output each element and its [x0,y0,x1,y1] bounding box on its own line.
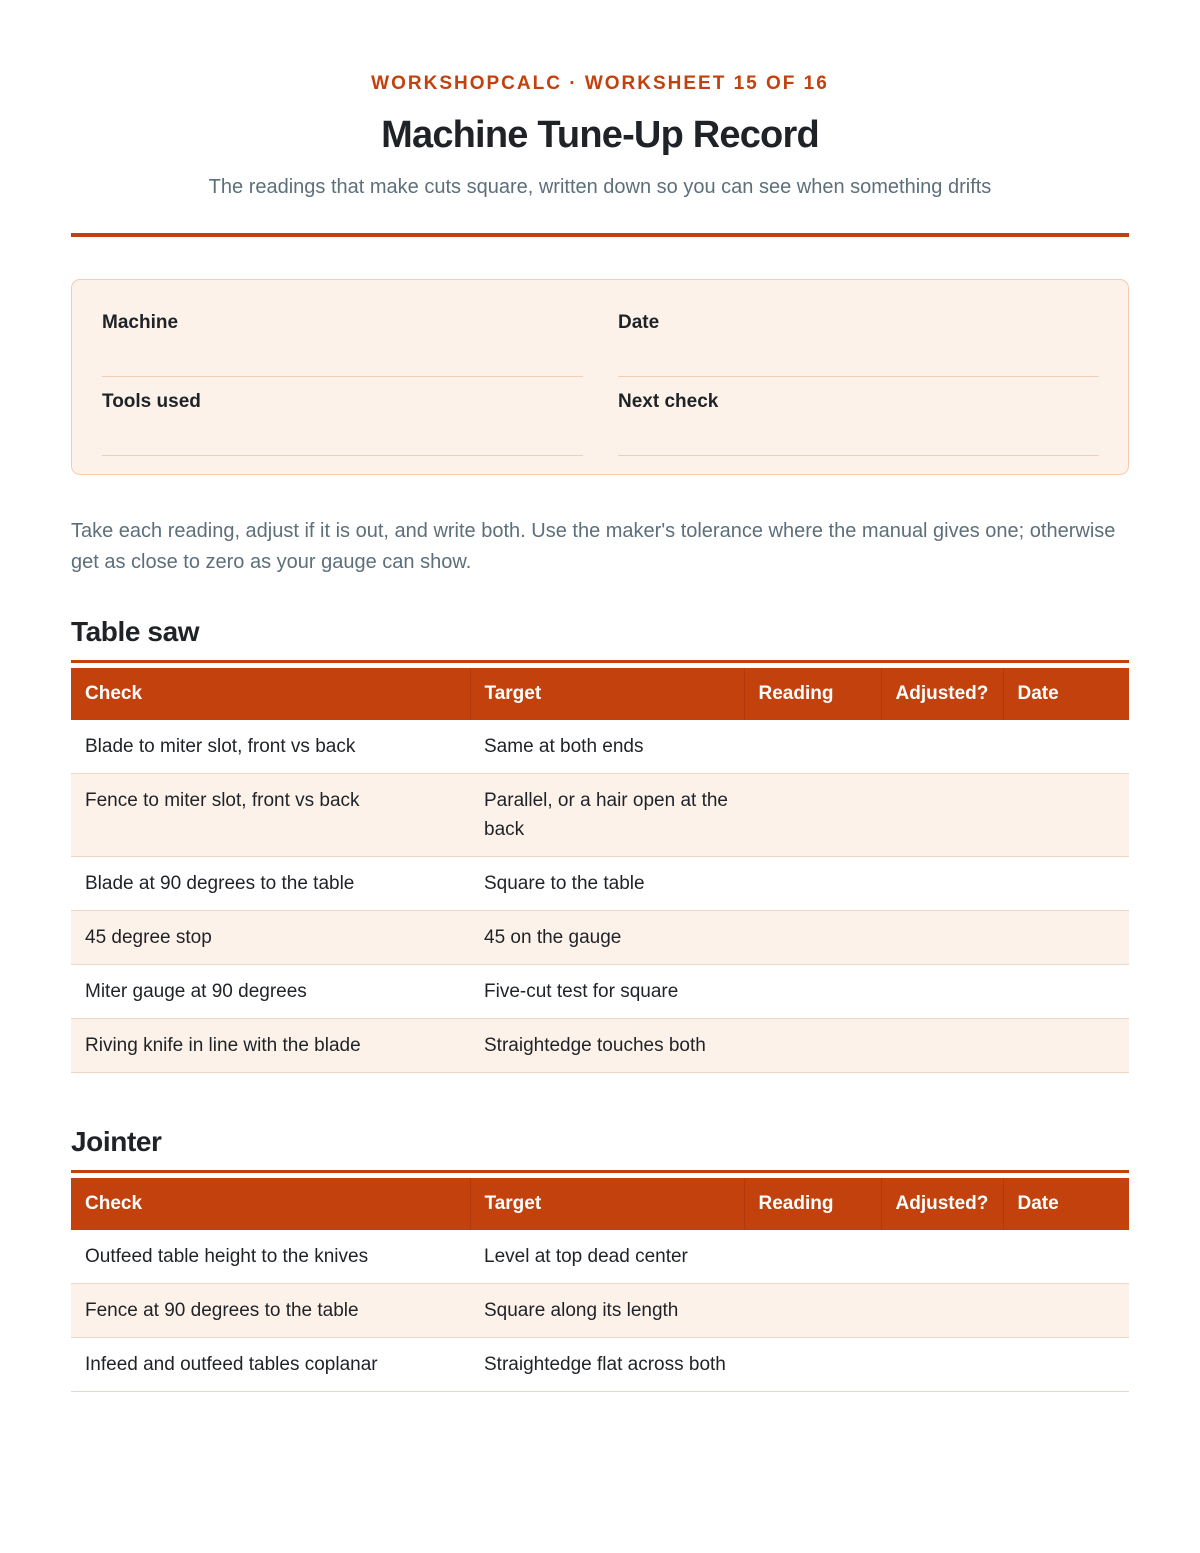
table-row [71,1019,1129,1073]
jointer-checks-table [71,1178,1129,1392]
date-cell[interactable] [1003,774,1129,857]
page-title: Machine Tune-Up Record [381,114,819,156]
target-cell: Same at both ends [470,720,744,774]
header-divider [71,233,1129,237]
reading-cell[interactable] [744,774,881,857]
section-title: Jointer [71,1126,162,1157]
table-header-row [71,668,1129,720]
column-header-date: Date [1003,1178,1129,1230]
date-label: Date [618,312,660,333]
table-row [71,965,1129,1019]
column-header-reading: Reading [744,1178,881,1230]
column-header-reading: Reading [744,668,881,720]
section-jointer [71,1126,1129,1392]
table-row [71,911,1129,965]
check-cell: Miter gauge at 90 degrees [71,965,470,1019]
column-header-check: Check [71,1178,470,1230]
adjusted-cell[interactable] [881,1338,1003,1392]
section-divider [71,1170,1129,1173]
column-header-check: Check [71,668,470,720]
date-field[interactable] [618,298,1099,377]
reading-cell[interactable] [744,1284,881,1338]
table-header-row [71,1178,1129,1230]
check-cell: Blade at 90 degrees to the table [71,857,470,911]
adjusted-cell[interactable] [881,1230,1003,1284]
table-row [71,1284,1129,1338]
instructions-paragraph: Take each reading, adjust if it is out, and write both. Use the maker's tolerance where the manual gives one; otherwise get as close to zero as your gauge can show. [71,520,1116,573]
table-row [71,1230,1129,1284]
adjusted-cell[interactable] [881,965,1003,1019]
adjusted-cell[interactable] [881,720,1003,774]
date-cell[interactable] [1003,1338,1129,1392]
worksheet-eyebrow: WORKSHOPCALC · WORKSHEET 15 OF 16 [371,73,829,94]
reading-cell[interactable] [744,857,881,911]
reading-cell[interactable] [744,1019,881,1073]
date-cell[interactable] [1003,1284,1129,1338]
tools-used-field[interactable] [102,377,583,456]
target-cell: Straightedge flat across both [470,1338,744,1392]
date-cell[interactable] [1003,1019,1129,1073]
table-row [71,857,1129,911]
target-cell: Five-cut test for square [470,965,744,1019]
reading-cell[interactable] [744,911,881,965]
adjusted-cell[interactable] [881,911,1003,965]
check-cell: Infeed and outfeed tables coplanar [71,1338,470,1392]
target-cell: Parallel, or a hair open at the back [470,774,744,857]
table-saw-checks-table [71,668,1129,1073]
machine-label: Machine [102,312,179,333]
next-check-label: Next check [618,391,719,412]
check-cell: Blade to miter slot, front vs back [71,720,470,774]
target-cell: Square to the table [470,857,744,911]
check-cell: Outfeed table height to the knives [71,1230,470,1284]
adjusted-cell[interactable] [881,857,1003,911]
adjusted-cell[interactable] [881,774,1003,857]
target-cell: Straightedge touches both [470,1019,744,1073]
column-header-adjusted: Adjusted? [881,668,1003,720]
reading-cell[interactable] [744,965,881,1019]
table-row [71,720,1129,774]
check-cell: Riving knife in line with the blade [71,1019,470,1073]
page-subtitle: The readings that make cuts square, written down so you can see when something drifts [208,176,992,198]
target-cell: Square along its length [470,1284,744,1338]
column-header-date: Date [1003,668,1129,720]
adjusted-cell[interactable] [881,1284,1003,1338]
record-info-panel [71,279,1129,475]
column-header-target: Target [470,1178,744,1230]
reading-cell[interactable] [744,720,881,774]
check-cell: Fence to miter slot, front vs back [71,774,470,857]
section-table-saw [71,616,1129,1073]
date-cell[interactable] [1003,857,1129,911]
column-header-adjusted: Adjusted? [881,1178,1003,1230]
date-cell[interactable] [1003,911,1129,965]
date-cell[interactable] [1003,1230,1129,1284]
check-cell: Fence at 90 degrees to the table [71,1284,470,1338]
section-divider [71,660,1129,663]
target-cell: Level at top dead center [470,1230,744,1284]
reading-cell[interactable] [744,1230,881,1284]
reading-cell[interactable] [744,1338,881,1392]
table-row [71,774,1129,857]
target-cell: 45 on the gauge [470,911,744,965]
date-cell[interactable] [1003,965,1129,1019]
table-row [71,1338,1129,1392]
column-header-target: Target [470,668,744,720]
date-cell[interactable] [1003,720,1129,774]
machine-field[interactable] [102,298,583,377]
section-title: Table saw [71,616,200,647]
check-cell: 45 degree stop [71,911,470,965]
tools-used-label: Tools used [102,391,201,412]
adjusted-cell[interactable] [881,1019,1003,1073]
next-check-field[interactable] [618,377,1099,456]
